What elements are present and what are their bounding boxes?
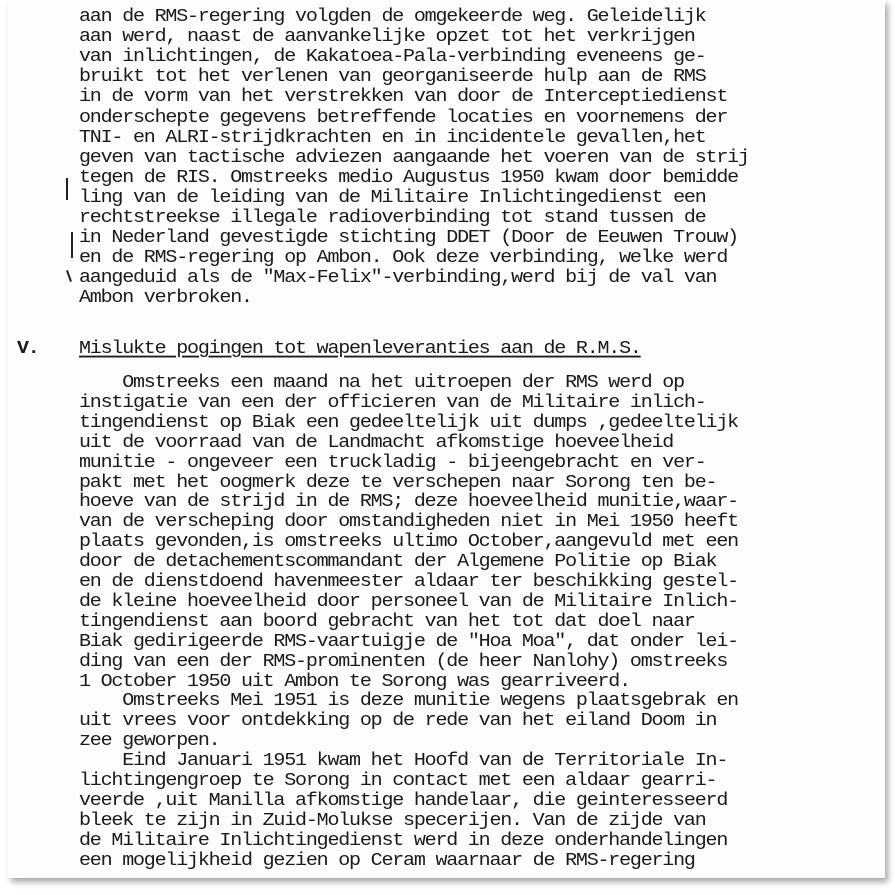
text-line: de kleine hoeveelheid door personeel van de Militaire Inlich- [79, 591, 738, 613]
text-line: ding van een der RMS-prominenten (de heer Nanlohy) omstreeks [79, 650, 728, 672]
text-line: Eind Januari 1951 kwam het Hoofd van de Territoriale In- [79, 750, 728, 772]
margin-mark-3 [66, 270, 72, 282]
text-line: tingendienst aan boord gebracht van het tot dat doel naar [79, 610, 695, 633]
text-line: van inlichtingen, de Kakatoea-Pala-verbinding eveneens ge- [79, 46, 706, 68]
text-line: aangeduid als de "Max-Felix"-verbinding,werd bij de val van [79, 267, 717, 289]
text-line: geven van tactische adviezen aangaande het voeren van de strij [79, 146, 749, 169]
text-line: instigatie van een der officieren van de Militaire inlich- [79, 392, 706, 414]
text-line: uit vrees voor ontdekking op de rede van het eiland Doom in [79, 710, 717, 732]
text-line: Ambon verbroken. [79, 287, 252, 309]
text-line: bruikt tot het verlenen van georganiseerde hulp aan de RMS [79, 66, 706, 88]
text-line: van de verscheping door omstandigheden niet in Mei 1950 heeft [79, 511, 738, 533]
text-line: de Militaire Inlichtingedienst werd in deze onderhandelingen [79, 829, 728, 852]
document-page [8, 0, 885, 878]
margin-mark-2 [71, 232, 73, 258]
text-line: door de detachementscommandant der Algemene Politie op Biak [79, 551, 717, 573]
text-line: munitie - ongeveer een truckladig - bijeengebracht en ver- [79, 451, 706, 473]
text-line: een mogelijkheid gezien op Ceram waarnaar de RMS-regering [79, 849, 695, 871]
text-line: Omstreeks een maand na het uitroepen der RMS werd op [79, 372, 684, 394]
text-line: uit de voorraad van de Landmacht afkomstige hoeveelheid [79, 431, 674, 454]
text-line: bleek te zijn in Zuid-Molukse specerijen. Van de zijde van [79, 809, 706, 832]
text-line: in Nederland gevestigde stichting DDET (Door de Eeuwen Trouw) [79, 227, 738, 249]
text-line: zee geworpen. [79, 730, 220, 752]
text-line: 1 October 1950 uit Ambon te Sorong was gearriveerd. [79, 670, 630, 692]
text-line: in de vorm van het verstrekken van door de Interceptiedienst [79, 86, 728, 108]
text-line: veerde ,uit Manilla afkomstige handelaar, die geinteresseerd [79, 790, 728, 812]
text-line: lichtingengroep te Sorong in contact met een aldaar gearri- [79, 770, 717, 792]
text-line: tingendienst op Biak een gedeeltelijk uit dumps ,gedeeltelijk [79, 411, 738, 434]
text-line: en de dienstdoend havenmeester aldaar ter beschikking gestel- [79, 571, 738, 593]
text-line: TNI- en ALRI-strijdkrachten en in incidentele gevallen,het [79, 126, 706, 148]
text-line: ling van de leiding van de Militaire Inlichtingedienst een [79, 187, 706, 209]
margin-mark-1 [66, 178, 68, 200]
text-line: Biak gedirigeerde RMS-vaartuigje de "Hoa Moa", dat onder lei- [79, 630, 738, 653]
text-line: onderschepte gegevens betreffende locaties en voornemens der [79, 106, 728, 128]
text-line: plaats gevonden,is omstreeks ultimo October,aangevuld met een [79, 531, 738, 553]
text-line: tegen de RIS. Omstreeks medio Augustus 1950 kwam door bemidde [79, 166, 738, 189]
section-number: V. [17, 338, 39, 360]
text-line: en de RMS-regering op Ambon. Ook deze verbinding, welke werd [79, 247, 728, 269]
text-line: rechtstreekse illegale radioverbinding tot stand tussen de [79, 207, 706, 229]
text-line: hoeve van de strijd in de RMS; deze hoeveelheid munitie,waar- [79, 491, 738, 513]
text-line: Omstreeks Mei 1951 is deze munitie wegens plaatsgebrak en [79, 690, 738, 712]
section-heading: Mislukte pogingen tot wapenleveranties aan de R.M.S. [79, 338, 641, 360]
text-line: aan de RMS-regering volgden de omgekeerde weg. Geleidelijk [79, 6, 706, 28]
text-line: aan werd, naast de aanvankelijke opzet tot het verkrijgen [79, 26, 695, 48]
text-line: pakt met het oogmerk deze te verschepen naar Sorong ten be- [79, 471, 717, 493]
